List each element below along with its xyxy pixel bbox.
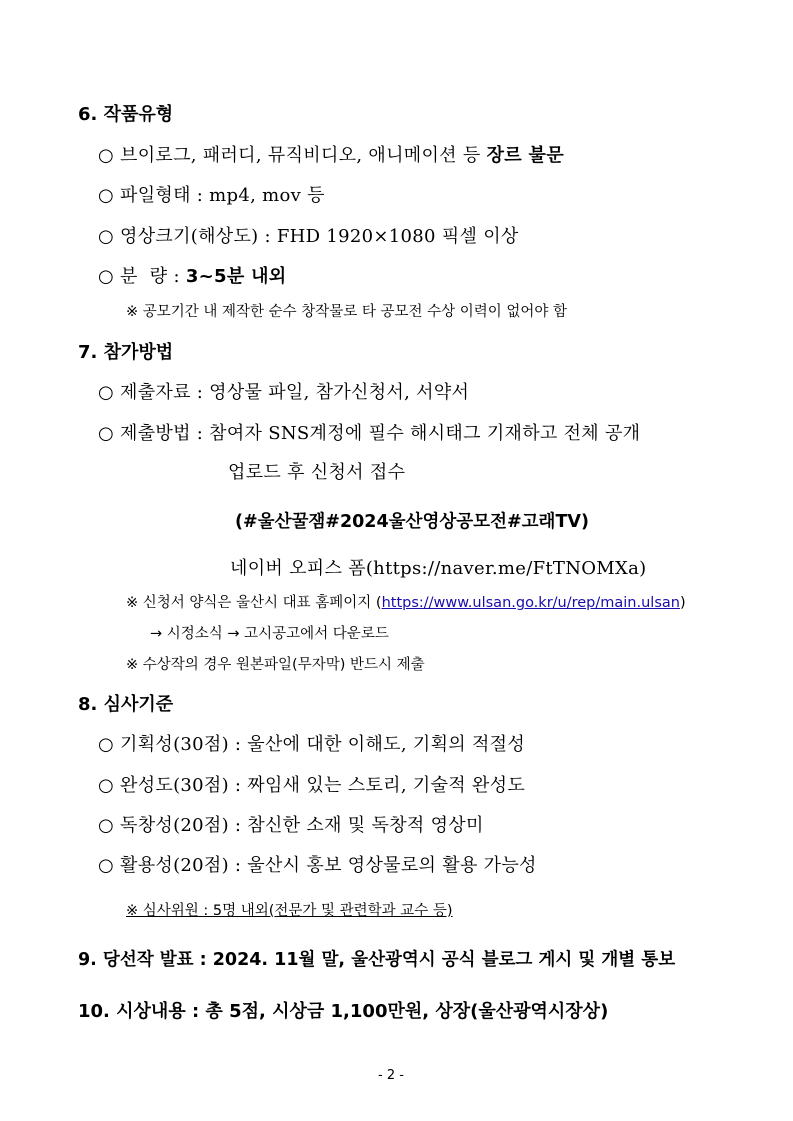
section-7-title: 7. 참가방법 (78, 342, 174, 363)
section-8-bullet-usability (98, 851, 537, 877)
section-8-title: 8. 심사기준 (78, 694, 174, 715)
originality-text: 독창성(20점) : 참신한 소재 및 독창적 영상미 (120, 815, 484, 836)
bullet-icon: ○ (98, 145, 115, 166)
section-8-bullet-completeness (98, 771, 525, 797)
bullet-icon: ○ (98, 226, 115, 247)
bullet-icon: ○ (98, 423, 115, 444)
section-9-title: 9. 당선작 발표 : 2024. 11월 말, 울산광역시 공식 블로그 게시 및 개별 통보 (78, 950, 676, 970)
section-8-bullet-planning (98, 730, 525, 756)
section-8-bullet-originality (98, 811, 484, 837)
bullet-icon: ○ (98, 775, 115, 796)
bullet-icon: ○ (98, 266, 115, 287)
hashtag-text: (#울산꿀잼#2024울산영상공모전#고래TV) (235, 512, 589, 532)
section-6-bullet-genre (98, 141, 564, 167)
bullet-icon: ○ (98, 185, 115, 206)
section-7-bullet-method (98, 419, 640, 445)
section-7-note-download: → 시정소식 → 고시공고에서 다운로드 (150, 626, 389, 642)
section-8-note-judges: ※ 심사위원 : 5명 내외(전문가 및 관련학과 교수 등) (126, 903, 453, 919)
bullet-icon: ○ (98, 855, 115, 876)
section-10-title: 10. 시상내용 : 총 5점, 시상금 1,100만원, 상장(울산광역시장상) (78, 1001, 609, 1022)
usability-text: 활용성(20점) : 울산시 홍보 영상물로의 활용 가능성 (120, 855, 537, 876)
section-7-bullet-materials (98, 378, 469, 404)
section-6-bullet-format (98, 181, 325, 207)
section-7-note-original: ※ 수상작의 경우 원본파일(무자막) 반드시 제출 (126, 657, 425, 673)
method-text: 제출방법 : 참여자 SNS계정에 필수 해시태그 기재하고 전체 공개 (120, 423, 641, 444)
materials-text: 제출자료 : 영상물 파일, 참가신청서, 서약서 (120, 382, 470, 403)
length-label: 분 량 : (120, 266, 186, 287)
note-form-suffix: ) (679, 595, 686, 611)
section-6-bullet-resolution (98, 222, 519, 248)
resolution-text: 영상크기(해상도) : FHD 1920×1080 픽셀 이상 (120, 226, 519, 247)
note-form-prefix: ※ 신청서 양식은 울산시 대표 홈페이지 ( (126, 595, 382, 611)
planning-text: 기획성(30점) : 울산에 대한 이해도, 기획의 적절성 (120, 734, 526, 755)
length-bold: 3~5분 내외 (185, 266, 287, 287)
bullet-icon: ○ (98, 815, 115, 836)
page-number: - 2 - (378, 1068, 404, 1083)
format-text: 파일형태 : mp4, mov 등 (120, 185, 325, 206)
method-continuation: 업로드 후 신청서 접수 (228, 462, 406, 483)
section-6-title: 6. 작품유형 (78, 104, 174, 125)
section-6-note: ※ 공모기간 내 제작한 순수 창작물로 타 공모전 수상 이력이 없어야 함 (126, 304, 568, 320)
bullet-icon: ○ (98, 382, 115, 403)
genre-text: 브이로그, 패러디, 뮤직비디오, 애니메이션 등 (120, 145, 487, 166)
section-7-note-form (126, 591, 686, 612)
bullet-icon: ○ (98, 734, 115, 755)
genre-bold: 장르 불문 (486, 145, 564, 166)
section-6-bullet-length (98, 262, 287, 288)
completeness-text: 완성도(30점) : 짜임새 있는 스토리, 기술적 완성도 (120, 775, 526, 796)
form-text: 네이버 오피스 폼(https://naver.me/FtTNOMXa) (230, 558, 647, 579)
ulsan-homepage-link[interactable]: https://www.ulsan.go.kr/u/rep/main.ulsan (381, 595, 680, 611)
